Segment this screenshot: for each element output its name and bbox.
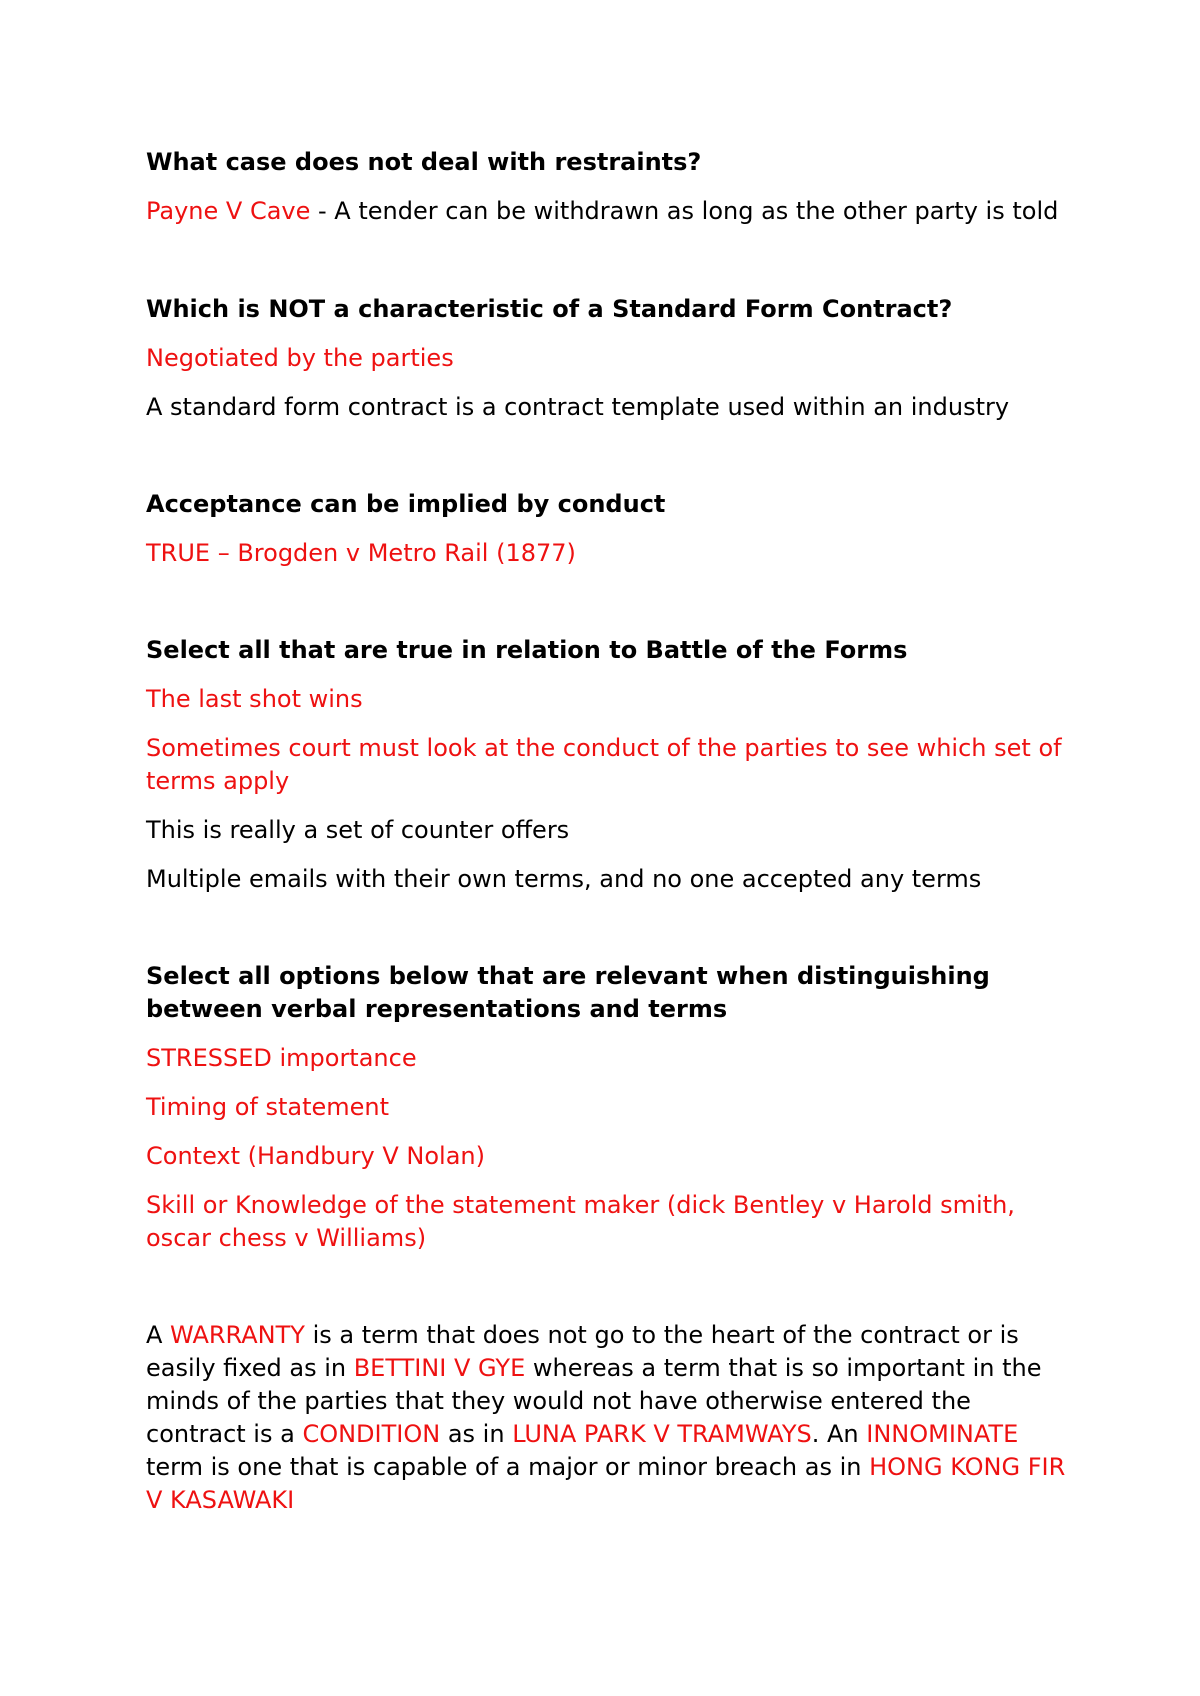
answer-5c: Context (Handbury V Nolan) <box>146 1142 485 1170</box>
option-4d: Multiple emails with their own terms, and no one accepted any terms <box>146 865 982 893</box>
question-3: Acceptance can be implied by conduct <box>146 490 666 518</box>
spacer <box>146 912 1066 960</box>
paragraph-text: term is one that is capable of a major or minor breach as in <box>146 1453 870 1481</box>
paragraph-text: is a term that does not go to the heart of the contract or is easily fixed as in <box>146 1321 1019 1382</box>
paragraph-text: as in <box>440 1420 513 1448</box>
option-4c: This is really a set of counter offers <box>146 816 570 844</box>
answer-1-case: Payne V Cave <box>146 197 311 225</box>
spacer <box>146 244 1066 293</box>
term-warranty: WARRANTY <box>170 1321 305 1349</box>
answer-4a: The last shot wins <box>146 685 363 713</box>
spacer <box>146 1271 1066 1319</box>
paragraph-text: whereas a term that is so important in the minds of the parties that they would not have otherwise entered the contract is a <box>146 1354 1042 1448</box>
answer-3: TRUE – Brogden v Metro Rail (1877) <box>146 539 576 567</box>
spacer <box>146 440 1066 488</box>
term-condition: CONDITION <box>302 1420 441 1448</box>
paragraph-text: A <box>146 1321 171 1349</box>
summary-paragraph <box>146 1319 1066 1517</box>
case-luna-park: LUNA PARK V TRAMWAYS <box>512 1420 812 1448</box>
question-1: What case does not deal with restraints? <box>146 148 702 176</box>
answer-5b: Timing of statement <box>146 1093 390 1121</box>
question-2: Which is NOT a characteristic of a Standard Form Contract? <box>146 295 953 323</box>
answer-2: Negotiated by the parties <box>146 344 454 372</box>
document-page <box>146 146 1066 1533</box>
spacer <box>146 586 1066 634</box>
case-hong-kong-fir: HONG KONG FIR V KASAWAKI <box>146 1453 1066 1514</box>
case-bettini: BETTINI V GYE <box>353 1354 526 1382</box>
answer-1-text: - A tender can be withdrawn as long as the other party is told <box>310 197 1059 225</box>
answer-1 <box>146 195 1066 228</box>
answer-4b: Sometimes court must look at the conduct of the parties to see which set of terms apply <box>146 734 1062 795</box>
question-4: Select all that are true in relation to Battle of the Forms <box>146 636 908 664</box>
note-2: A standard form contract is a contract template used within an industry <box>146 393 1010 421</box>
answer-5a: STRESSED importance <box>146 1044 417 1072</box>
term-innominate: INNOMINATE <box>866 1420 1019 1448</box>
question-5: Select all options below that are relevant when distinguishing between verbal representations and terms <box>146 962 990 1023</box>
answer-5d: Skill or Knowledge of the statement maker (dick Bentley v Harold smith, oscar chess v Williams) <box>146 1191 1015 1252</box>
paragraph-text: . An <box>811 1420 867 1448</box>
